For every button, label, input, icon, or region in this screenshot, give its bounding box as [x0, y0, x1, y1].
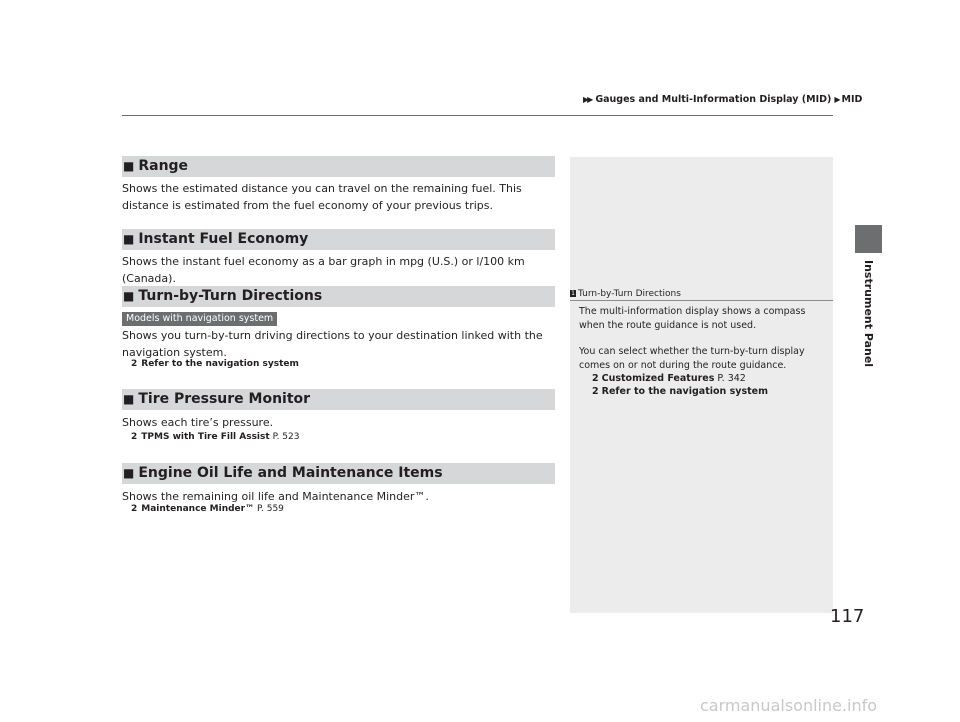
note-cross-reference[interactable] — [592, 373, 746, 384]
note-rule — [570, 300, 833, 301]
cross-reference-title: Customized Features — [601, 373, 715, 384]
note-paragraph: The multi-information display shows a compass when the route guidance is not used. — [579, 306, 806, 331]
cross-ref-icon: 2 — [131, 504, 138, 514]
square-bullet-icon: ■ — [123, 159, 135, 173]
watermark: carmanualsonline.info — [700, 696, 878, 715]
cross-reference-title: TPMS with Tire Fill Assist — [141, 432, 270, 442]
section-text-range: Shows the estimated distance you can travel on the remaining fuel. This distance is estimated from the fuel economy of your previous trips. — [122, 182, 522, 212]
cross-ref-icon: 2 — [131, 432, 138, 442]
section-heading-instant-fuel-economy — [122, 229, 555, 250]
section-text-engine-oil-life: Shows the remaining oil life and Maintenance Minder™. — [122, 490, 429, 503]
breadcrumb-current[interactable]: MID — [841, 94, 863, 105]
cross-reference-page: P. 559 — [256, 504, 284, 514]
cross-reference[interactable] — [131, 504, 284, 514]
square-bullet-icon: ■ — [123, 289, 135, 303]
note-paragraph: You can select whether the turn-by-turn display comes on or not during the route guidance. — [579, 346, 805, 371]
section-text-tire-pressure: Shows each tire’s pressure. — [122, 416, 274, 429]
section-heading-text: Instant Fuel Economy — [138, 231, 309, 247]
chapter-tab-marker — [855, 225, 882, 253]
note-body — [579, 305, 829, 372]
section-heading-turn-by-turn — [122, 286, 555, 307]
cross-ref-icon: 2 — [592, 386, 599, 397]
section-heading-text: Range — [138, 158, 189, 174]
cross-reference-title: Refer to the navigation system — [601, 386, 768, 397]
square-bullet-icon: ■ — [123, 232, 135, 246]
section-heading-range — [122, 156, 555, 177]
note-icon: 1 — [571, 290, 575, 297]
note-title-text: Turn-by-Turn Directions — [578, 289, 681, 299]
cross-reference[interactable] — [131, 359, 299, 369]
cross-reference-title: Refer to the navigation system — [141, 359, 299, 369]
section-text-instant-fuel-economy: Shows the instant fuel economy as a bar graph in mpg (U.S.) or l/100 km (Canada). — [122, 255, 525, 285]
section-heading-text: Engine Oil Life and Maintenance Items — [138, 465, 443, 481]
models-badge: Models with navigation system — [122, 312, 277, 326]
cross-reference-title: Maintenance Minder™ — [141, 504, 255, 514]
square-bullet-icon: ■ — [123, 392, 135, 406]
cross-reference-page: P. 342 — [717, 373, 746, 384]
square-bullet-icon: ■ — [123, 466, 135, 480]
section-heading-tire-pressure — [122, 389, 555, 410]
section-heading-text: Turn-by-Turn Directions — [138, 288, 323, 304]
sidebar-panel — [570, 157, 833, 613]
breadcrumb-parent[interactable]: Gauges and Multi-Information Display (MID) — [595, 94, 832, 105]
cross-reference-page: P. 523 — [272, 432, 300, 442]
section-heading-engine-oil-life — [122, 463, 555, 484]
section-text-turn-by-turn: Shows you turn-by-turn driving directions to your destination linked with the navigation system. — [122, 329, 543, 359]
page-number: 117 — [830, 606, 865, 627]
cross-reference[interactable] — [131, 432, 300, 442]
chapter-label: Instrument Panel — [862, 260, 875, 368]
cross-ref-icon: 2 — [592, 373, 599, 384]
cross-ref-icon: 2 — [131, 359, 138, 369]
note-cross-reference[interactable] — [592, 386, 768, 397]
note-title — [570, 289, 833, 299]
arrow-icon: ▶ — [834, 95, 839, 104]
header-rule — [122, 115, 833, 116]
section-heading-text: Tire Pressure Monitor — [138, 391, 311, 407]
breadcrumb — [583, 94, 863, 105]
double-arrow-icon: ▶▶ — [583, 95, 592, 104]
